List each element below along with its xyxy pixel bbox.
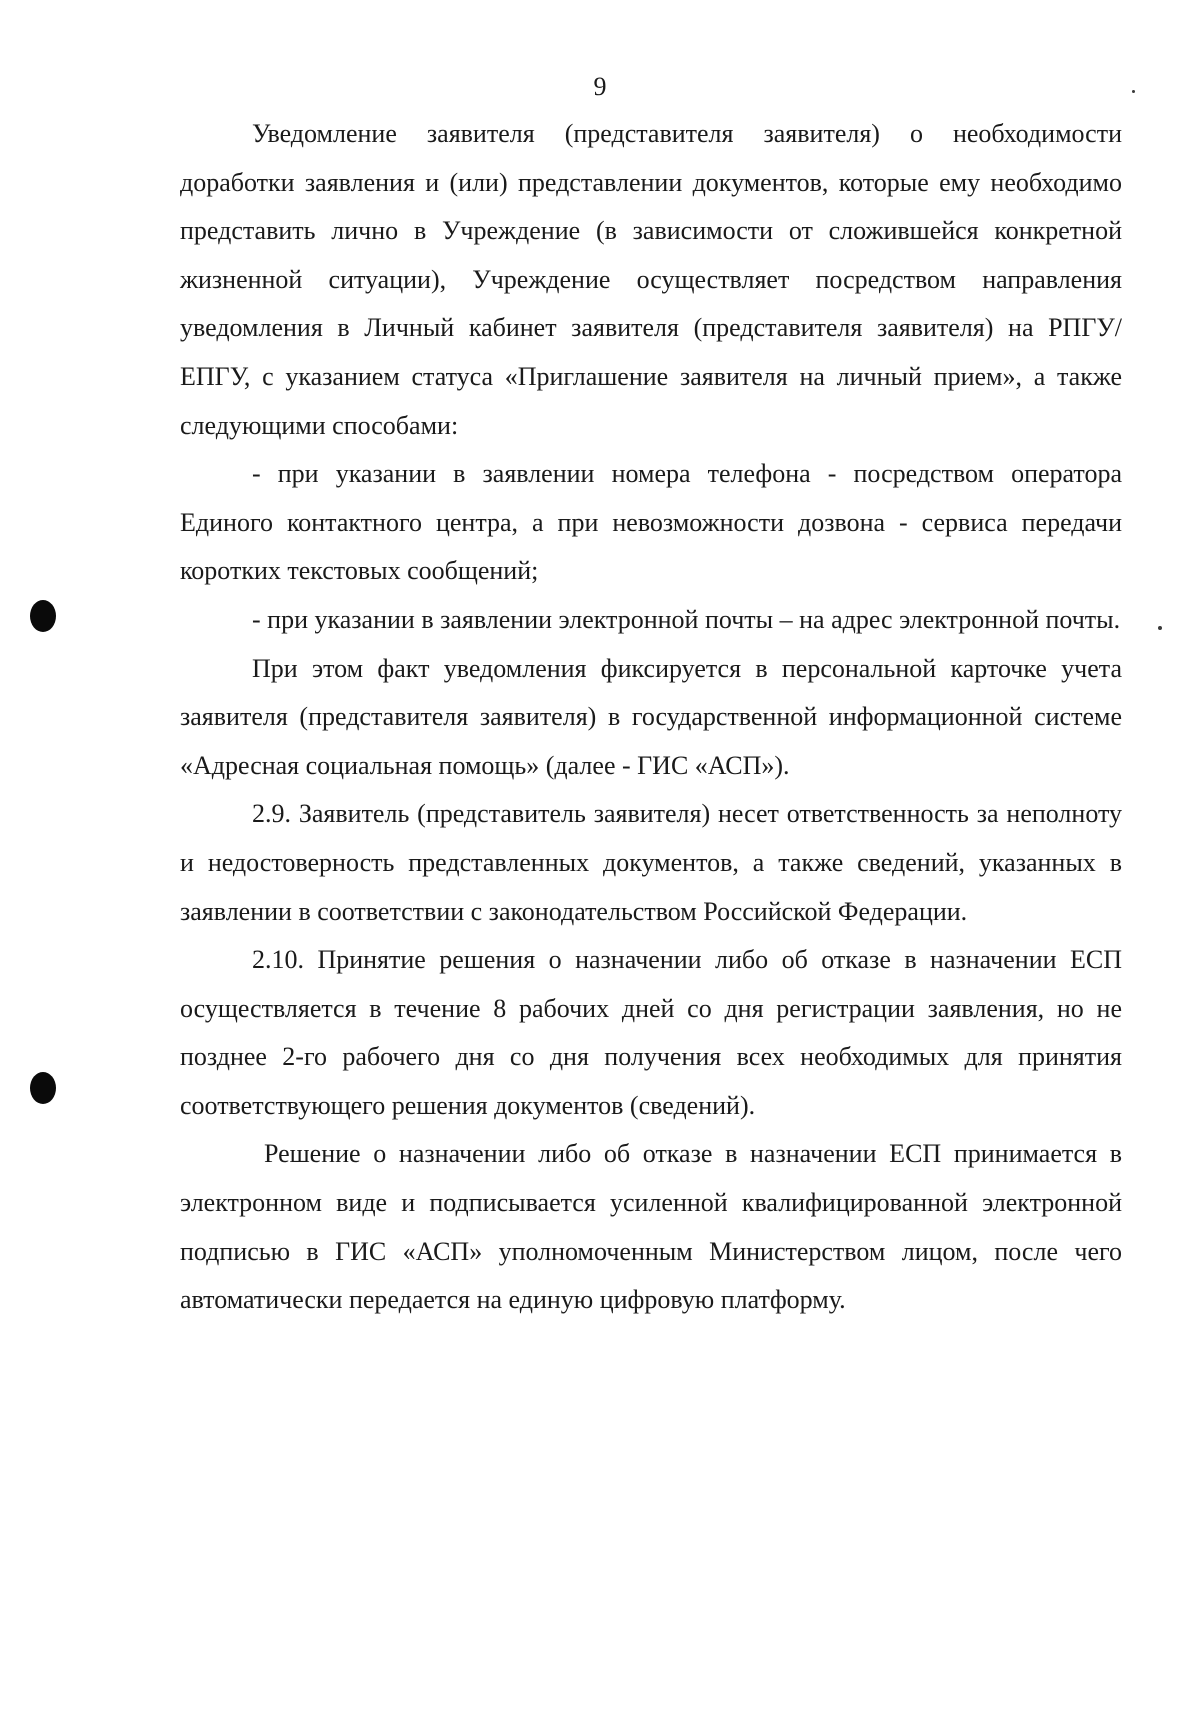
page-number: 9 <box>593 72 607 101</box>
paragraph-notification-record: При этом факт уведомления фиксируется в персональной карточке учета заявителя (представителя заявителя) в государственной информационной системе «Адресная социальная помощь» (далее - ГИС «АСП»). <box>180 653 1122 780</box>
scan-speck <box>1158 626 1162 630</box>
punch-hole-upper <box>30 600 56 632</box>
paragraph-notification: Уведомление заявителя (представителя заявителя) о необходимости доработки заявления и (или) представлении документов, которые ему необходимо представить лично в Учреждение (в зависимости от сложившейся конкретной жизненной ситуации), Учреждение осуществляет посредством направления уведомления в Личный кабинет заявителя (представителя заявителя) на РПГУ/ЕПГУ, с указанием статуса «Приглашение заявителя на личный прием», а также следующими способами: <box>180 119 1122 440</box>
list-item-email: - при указании в заявлении электронной почты – на адрес электронной почты. <box>252 604 1121 634</box>
clause-2-9: 2.9. Заявитель (представитель заявителя) несет ответственность за неполноту и недостоверность представленных документов, а также сведений, указанных в заявлении в соответствии с законодательством Российской Федерации. <box>180 799 1122 926</box>
paragraph-decision: Решение о назначении либо об отказе в назначении ЕСП принимается в электронном виде и подписывается усиленной квалифицированной электронной подписью в ГИС «АСП» уполномоченным Министерством лицом, после чего автоматически передается на единую цифровую платформу. <box>180 1139 1122 1315</box>
clause-2-10: 2.10. Принятие решения о назначении либо об отказе в назначении ЕСП осуществляется в течение 8 рабочих дней со дня регистрации заявления, но не позднее 2-го рабочего дня со дня получения всех необходимых для принятия соответствующего решения документов (сведений). <box>180 945 1122 1120</box>
punch-hole-lower <box>30 1072 56 1104</box>
list-item-phone: - при указании в заявлении номера телефона - посредством оператора Единого контактного центра, а при невозможности дозвона - сервиса передачи коротких текстовых сообщений; <box>180 459 1122 586</box>
scan-speck <box>1132 90 1135 93</box>
body-text <box>180 110 1122 1325</box>
